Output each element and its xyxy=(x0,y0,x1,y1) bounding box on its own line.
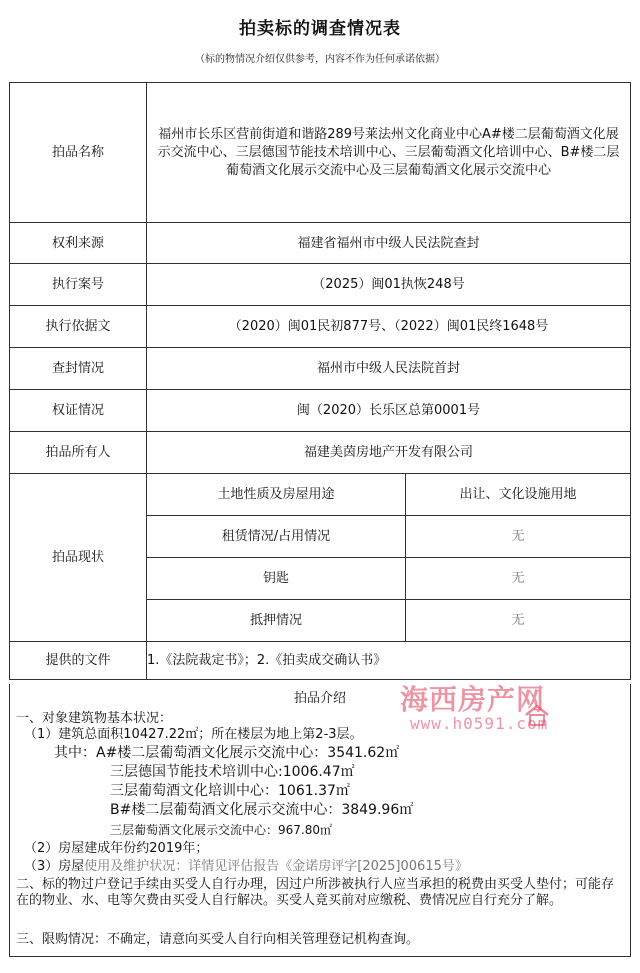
label-item-name: 拍品名称 xyxy=(10,83,147,223)
page-subtitle: （标的物情况介绍仅供参考，内容不作为任何承诺依据） xyxy=(195,54,445,65)
value-seizure: 福州市中级人民法院首封 xyxy=(147,348,631,390)
intro-section xyxy=(9,684,631,957)
value-case-no: （2025）闽01执恢248号 xyxy=(147,264,631,306)
row-item-name xyxy=(10,83,631,223)
row-seizure xyxy=(10,348,631,390)
intro-line-1: 一、对象建筑物基本状况： xyxy=(16,711,173,726)
intro-line-9-prefix: （3）房屋 xyxy=(24,859,85,874)
page-title: 拍卖标的调查情况表 xyxy=(239,19,401,39)
label-case-no: 执行案号 xyxy=(10,264,147,306)
row-certificate xyxy=(10,390,631,432)
status-mortgage-label: 抵押情况 xyxy=(147,600,406,642)
label-seizure: 查封情况 xyxy=(10,348,147,390)
intro-line-9-suffix: 使用及维护状况：详情见评估报告《金诺房评字[2025]00615号》 xyxy=(84,859,468,874)
status-land-label: 土地性质及房屋用途 xyxy=(147,474,406,516)
row-basis xyxy=(10,306,631,348)
label-owner: 拍品所有人 xyxy=(10,432,147,474)
intro-line-6: B#楼二层葡萄酒文化展示交流中心：3849.96㎡ xyxy=(110,802,414,818)
status-key-label: 钥匙 xyxy=(147,558,406,600)
value-basis: （2020）闽01民初877号、（2022）闽01民终1648号 xyxy=(147,306,631,348)
survey-table xyxy=(9,82,631,680)
intro-line-4: 三层德国节能技术培训中心:1006.47㎡ xyxy=(110,764,355,780)
intro-line-3: 其中：A#楼二层葡萄酒文化展示交流中心：3541.62㎡ xyxy=(54,745,400,761)
status-lease-value: 无 xyxy=(406,516,631,558)
row-owner xyxy=(10,432,631,474)
row-case-no xyxy=(10,264,631,306)
value-item-name: 福州市长乐区营前街道和谐路289号莱法州文化商业中心A#楼二层葡萄酒文化展示交流中心、三层德国节能技术培训中心、三层葡萄酒文化培训中心、B#楼二层葡萄酒文化展示交流中心及三层葡萄酒文化展示交流中心 xyxy=(147,83,631,223)
intro-paragraph-2: 二、标的物过户登记手续由买受人自行办理，因过户所涉被执行人应当承担的税费由买受人垫付；可能存在的物业、水、电等欠费由买受人自行解决。买受人竟买前对应缴税、费情况应自行充分了解。 xyxy=(16,877,615,908)
row-rights-source xyxy=(10,223,631,264)
label-certificate: 权证情况 xyxy=(10,390,147,432)
label-files: 提供的文件 xyxy=(10,642,147,680)
status-mortgage-value: 无 xyxy=(406,600,631,642)
intro-heading: 拍品介绍 xyxy=(293,691,346,706)
value-certificate: 闽（2020）长乐区总第0001号 xyxy=(147,390,631,432)
intro-line-8: （2）房屋建成年份约2019年； xyxy=(24,841,209,856)
value-files: 1.《法院裁定书》；2.《拍卖成交确认书》 xyxy=(147,642,631,680)
value-owner: 福建美茵房地产开发有限公司 xyxy=(147,432,631,474)
status-key-value: 无 xyxy=(406,558,631,600)
intro-line-7: 三层葡萄酒文化展示交流中心：967.80㎡ xyxy=(110,823,332,837)
label-basis: 执行依据文 xyxy=(10,306,147,348)
intro-line-9 xyxy=(24,859,468,875)
watermark-text: 海西房产网 xyxy=(400,683,546,716)
row-files xyxy=(10,642,631,680)
label-rights-source: 权利来源 xyxy=(10,223,147,264)
watermark-url: www.h0591.com xyxy=(410,714,549,733)
intro-line-5: 三层葡萄酒文化培训中心：1061.37㎡ xyxy=(110,783,350,799)
intro-paragraph-3: 三、限购情况：不确定，请意向买受人自行向相关管理登记机构查询。 xyxy=(16,932,420,947)
label-status: 拍品现状 xyxy=(10,474,147,642)
intro-line-2: （1）建筑总面积10427.22㎡；所在楼层为地上第2-3层。 xyxy=(24,727,363,742)
value-rights-source: 福建省福州市中级人民法院查封 xyxy=(147,223,631,264)
status-lease-label: 租赁情况/占用情况 xyxy=(147,516,406,558)
row-status-land xyxy=(10,474,631,516)
status-land-value: 出让、文化设施用地 xyxy=(406,474,631,516)
